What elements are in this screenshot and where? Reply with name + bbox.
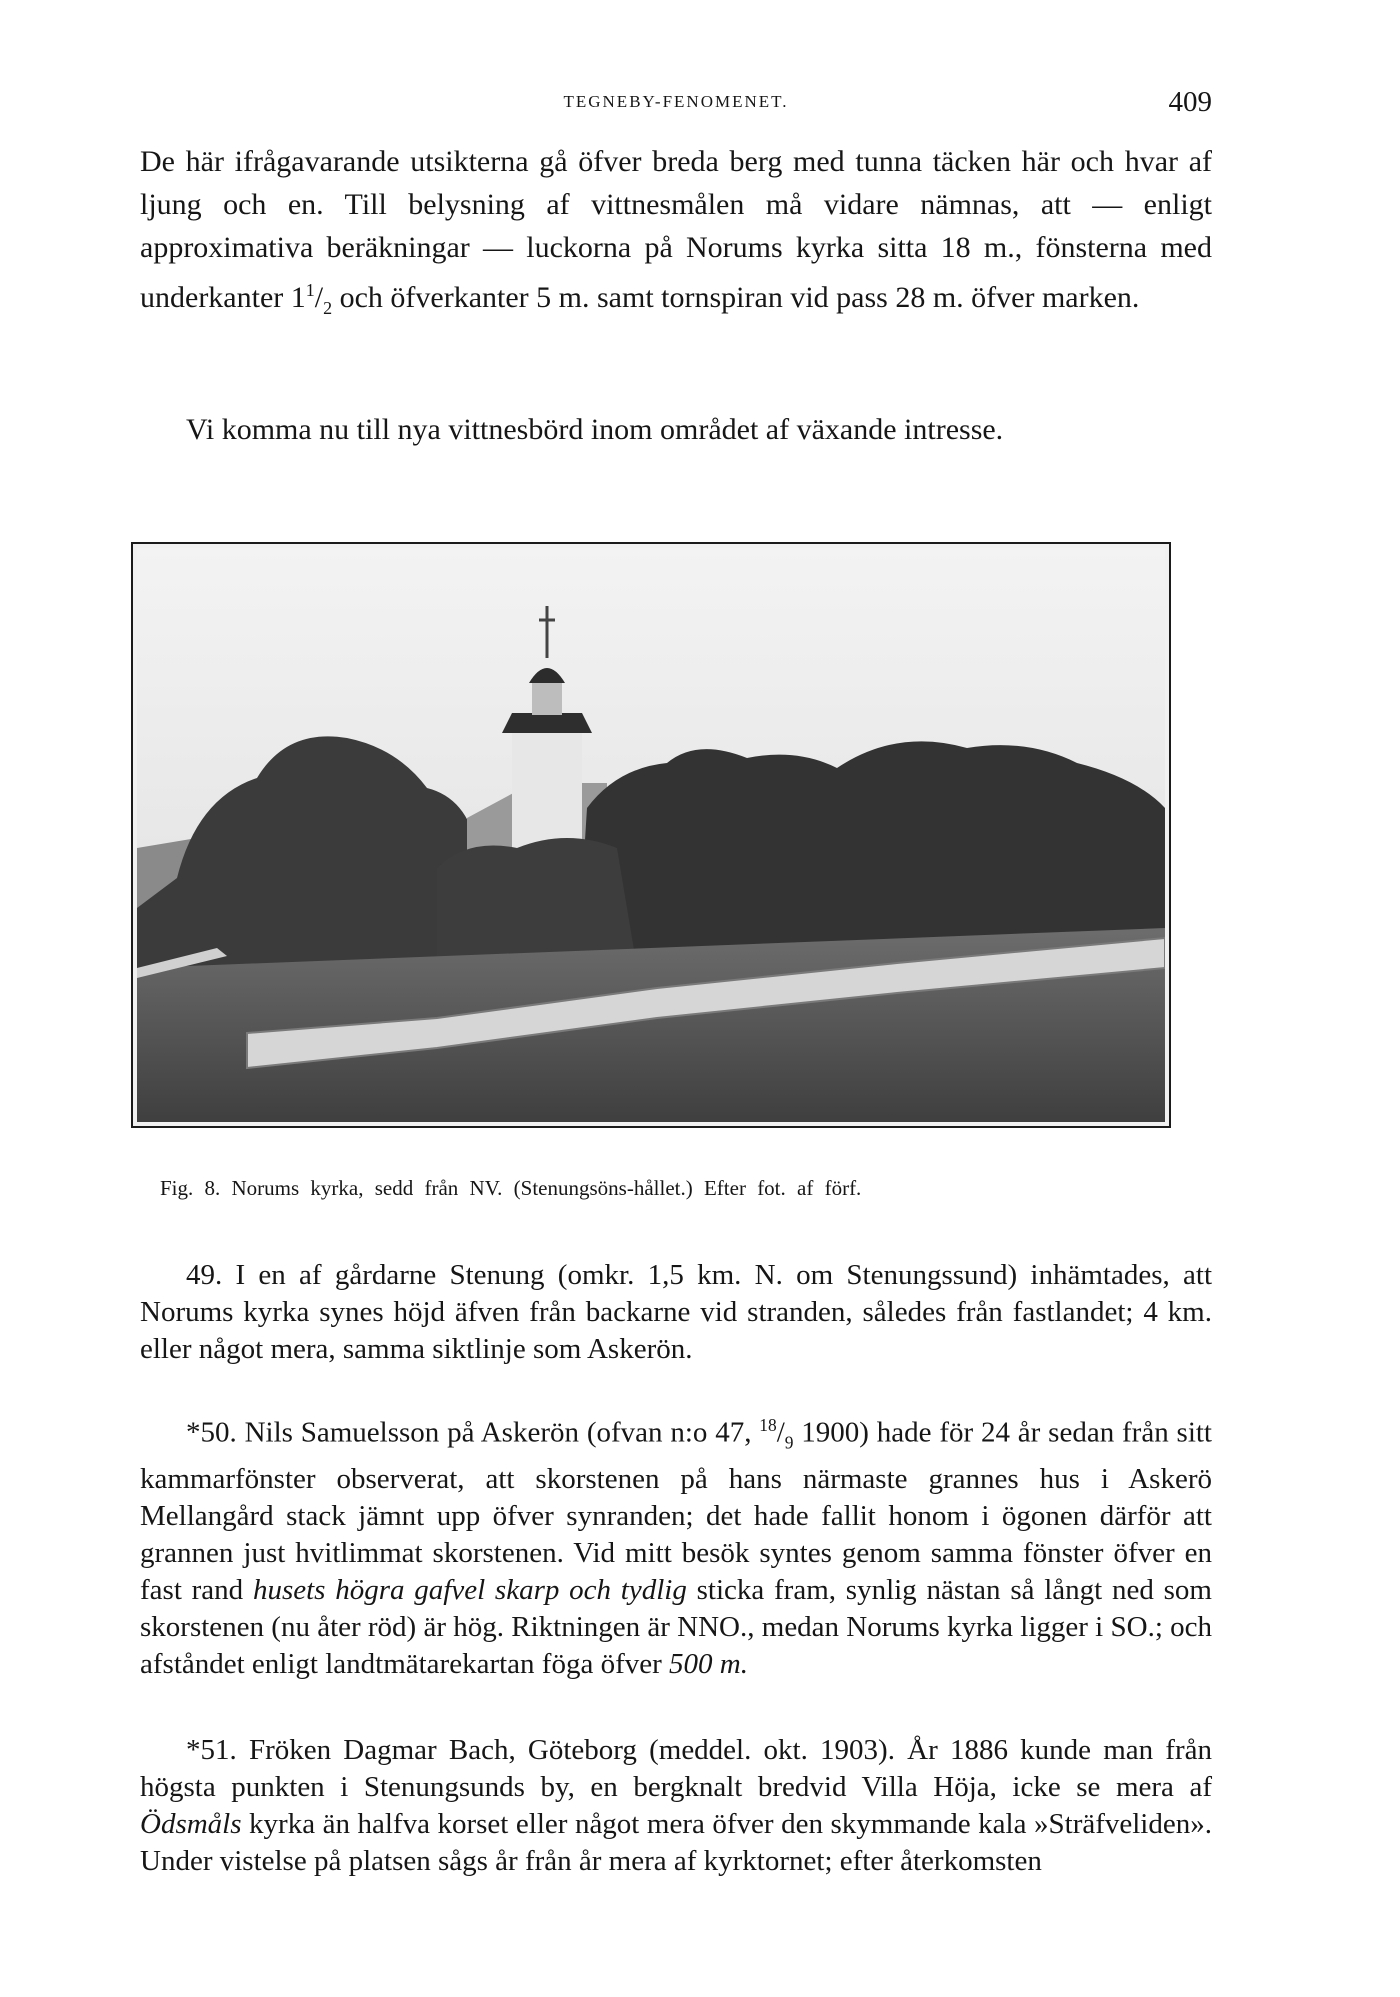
tower-roof xyxy=(502,713,592,733)
date-day: 18 xyxy=(759,1415,777,1435)
tree-mass-center xyxy=(437,838,637,968)
fraction-numerator: 1 xyxy=(305,280,315,300)
italic-place: Ödsmåls xyxy=(140,1808,242,1840)
page-number: 409 xyxy=(1168,86,1212,118)
figure-photograph xyxy=(131,542,1171,1128)
paragraph-text: 1900) hade för 24 år sedan från sitt kammarfönster observerat, att skorstenen på hans närmaste grannes hus i Askerö Mellangård stack jämnt upp öfver synranden; det hade fallit honom i ögonen därför att grannen just hvitlimmat skorstenen. Vid mitt besök syntes genom samma fönster öfver en fast rand xyxy=(140,1416,1212,1607)
paragraph-text: och öfverkanter 5 m. samt tornspiran vid pass 28 m. öfver marken. xyxy=(332,281,1140,314)
paragraph-entry-50 xyxy=(140,1407,1212,1683)
date-slash: / xyxy=(776,1416,785,1449)
fraction-slash: / xyxy=(314,281,324,314)
italic-phrase: husets högra gafvel skarp och tydlig xyxy=(252,1574,687,1607)
paragraph-text: *51. Fröken Dagmar Bach, Göteborg (meddel. okt. 1903). År 1886 kunde man från högsta punkten i Stenungsunds by, en bergknalt bredvid Villa Höja, icke se mera af xyxy=(140,1734,1212,1803)
date-month: 9 xyxy=(784,1432,794,1453)
church-photo-image xyxy=(137,548,1165,1122)
page-header xyxy=(140,86,1212,126)
paragraph-sightlines xyxy=(140,140,1212,330)
figure-caption: Fig. 8. Norums kyrka, sedd från NV. (Stenungsöns-hållet.) Efter fot. af förf. xyxy=(160,1176,862,1200)
paragraph-entry-49: 49. I en af gårdarne Stenung (omkr. 1,5 km. N. om Stenungssund) inhämtades, att Norums kyrka synes höjd äfven från backarne vid stranden, således från fastlandet; 4 km. eller något mera, samma siktlinje som Askerön. xyxy=(140,1259,1212,1365)
paragraph-intro: Vi komma nu till nya vittnesbörd inom området af växande intresse. xyxy=(186,413,1004,446)
running-title: TEGNEBY-FENOMENET. xyxy=(563,92,789,111)
paragraph-text: sticka fram, synlig nästan så långt ned som skorstenen (nu åter röd) är hög. Riktningen är NNO., medan Norums kyrka ligger i SO.; och afståndet enligt landtmätarekartan föga öfver xyxy=(140,1574,1212,1681)
belfry xyxy=(532,683,562,715)
italic-distance: 500 m. xyxy=(669,1648,748,1681)
fraction-denominator: 2 xyxy=(323,298,333,318)
paragraph-text: *50. Nils Samuelsson på Askerön (ofvan n:o 47, xyxy=(186,1416,760,1449)
paragraph-text: kyrka än halfva korset eller något mera öfver den skymmande kala »Sträfveliden». Under vistelse på platsen sågs år från år mera af kyrktornet; efter återkomsten xyxy=(140,1808,1212,1877)
paragraph-entry-51 xyxy=(140,1732,1212,1880)
paragraph-text: De här ifrågavarande utsikterna gå öfver breda berg med tunna täcken här och hvar af ljung och en. Till belysning af vittnesmålen må vidare nämnas, att — enligt approximativa beräkningar — luckorna på Norums kyrka sitta 18 m., fönsterna med underkanter 1 xyxy=(140,145,1212,314)
